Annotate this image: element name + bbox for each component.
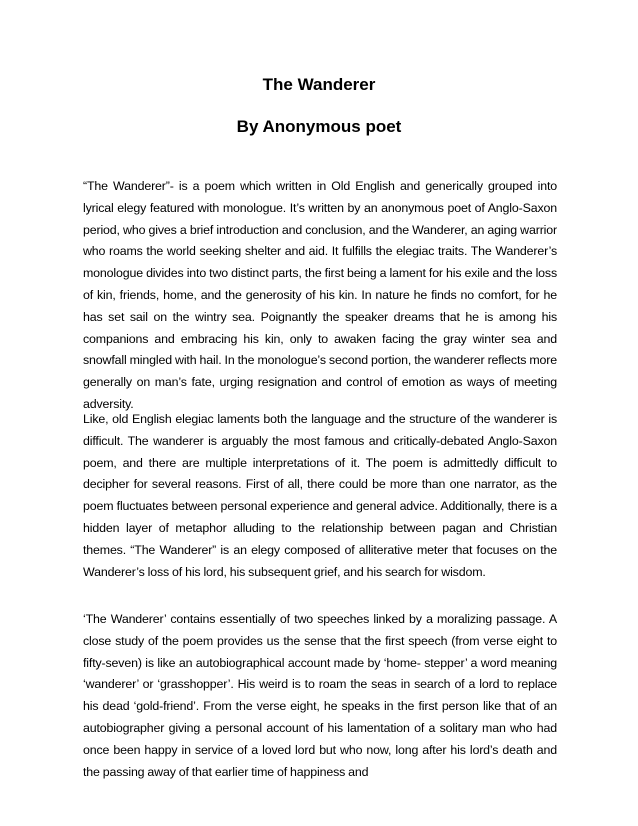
paragraph-2: Like, old English elegiac laments both the language and the structure of the wanderer is difficult. The wanderer is arguably the most famous and critically-debated Anglo-Saxon poem, and there are multiple interpretations of it. The poem is admittedly difficult to decipher for several reasons. First of all, there could be more than one narrator, as the poem fluctuates between personal experience and general advice. Additionally, there is a hidden layer of metaphor alluding to the relationship between pagan and Christian themes. “The Wanderer” is an elegy composed of alliterative meter that focuses on the Wanderer’s loss of his lord, his subsequent grief, and his search for wisdom. [83,412,557,579]
document-title: The Wanderer [262,75,376,94]
title-block [0,74,638,138]
document-subtitle: By Anonymous poet [236,117,402,136]
paragraph-1: “The Wanderer”- is a poem which written in Old English and generically grouped into lyrical elegy featured with monologue. It’s written by an anonymous poet of Anglo-Saxon period, who gives a brief introduction and conclusion, and the Wanderer, an aging warrior who roams the world seeking shelter and aid. It fulfills the elegiac traits. The Wanderer’s monologue divides into two distinct parts, the first being a lament for his exile and the loss of kin, friends, home, and the generosity of his kin. In nature he finds no comfort, for he has set sail on the wintry sea. Poignantly the speaker dreams that he is among his companions and embracing his kin, only to awaken facing the gray winter sea and snowfall mingled with hail. In the monologue’s second portion, the wanderer reflects more generally on man’s fate, urging resignation and control of emotion as ways of meeting adversity. [83,179,557,411]
paragraph-3: ‘The Wanderer’ contains essentially of two speeches linked by a moralizing passage. A close study of the poem provides us the sense that the first speech (from verse eight to fifty-seven) is like an autobiographical account made by ‘home- stepper’ a word meaning ‘wanderer’ or ‘grasshopper’. His weird is to roam the seas in search of a lord to replace his dead ‘gold-friend’. From the verse eight, he speaks in the first person like that of an autobiographer giving a personal account of his lamentation of a solitary man who had once been happy in service of a loved lord but who now, long after his lord’s death and the passing away of that earlier time of happiness and [83,612,557,779]
